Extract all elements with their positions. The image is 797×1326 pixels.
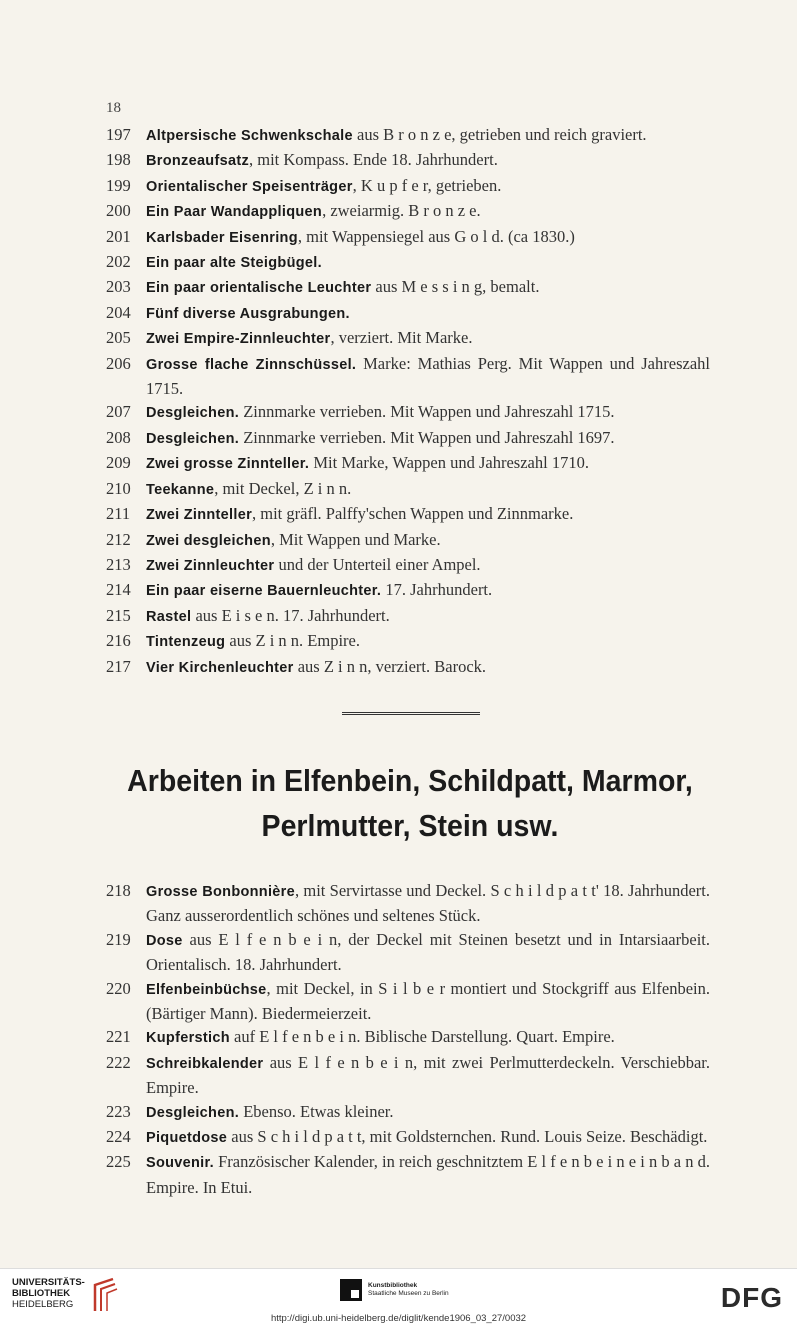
entry-number: 224 [106,1127,131,1147]
entry-text: , verziert. Mit Marke. [330,328,473,348]
entry-title: Ein Paar Wandappliquen [146,204,323,221]
list-item [106,502,710,527]
list-item [106,174,710,199]
list-item [106,199,710,224]
entry-text: auf E l f e n b e i n. Biblische Darstellung. Quart. Empire. [229,1027,615,1047]
entry-number: 215 [106,605,131,625]
entry-number: 216 [106,631,131,651]
entry-text: Französischer Kalender, in reich geschnitztem E l f e n b e i n e i n b a n d. Empire. In Etui. [146,1152,710,1197]
uni-logo-line-2: BIBLIOTHEK [12,1288,71,1299]
entry-text: , Mit Wappen und Marke. [270,529,441,549]
entry-text: Marke: Mathias Perg. Mit Wappen und Jahreszahl 1715. [146,353,710,399]
list-item [106,148,710,173]
uni-logo-line-1: UNIVERSITÄTS- [12,1277,85,1288]
entry-number: 223 [106,1101,131,1121]
entry-title: Grosse Bonbonnière [146,884,295,900]
entry-title: Desgleichen. [146,430,240,447]
entry-title: Grosse flache Zinnschüssel. [146,356,357,373]
entry-number: 222 [106,1052,131,1072]
entry-number: 221 [106,1027,131,1047]
list-item [106,604,710,629]
list-item [106,578,710,603]
kunstbibliothek-emblem-icon [340,1279,362,1301]
entry-title: Orientalischer Speisenträger [146,178,353,195]
entry-number: 199 [106,175,131,195]
entry-title: Souvenir. [146,1155,214,1172]
entry-text: , mit Wappensiegel aus G o l d. (ca 1830.) [297,226,575,246]
entry-title: Bronzeaufsatz [146,153,249,170]
viewer-footer [0,1268,797,1326]
entry-number: 200 [106,201,131,221]
list-item [106,977,710,1026]
entry-title: Zwei Empire-Zinnleuchter [146,331,331,348]
entry-title: Schreibkalender [146,1055,264,1072]
list-item [106,928,710,977]
entry-title: Zwei Zinnleuchter [146,557,275,574]
list-item [106,250,710,275]
list-item [106,1025,710,1050]
entry-number: 214 [106,580,131,600]
entry-number: 212 [106,529,131,549]
section-heading-line-2: Perlmutter, Stein usw. [261,808,559,843]
entry-text: Ebenso. Etwas kleiner. [239,1101,394,1121]
page-number: 18 [106,100,121,116]
entry-number: 225 [106,1152,131,1172]
entry-text: Zinnmarke verrieben. Mit Wappen und Jahreszahl 1697. [239,427,615,447]
entry-title: Dose [146,932,183,949]
entry-text: aus Z i n n, verziert. Barock. [293,656,487,676]
entry-number: 207 [106,402,131,422]
heidelberg-library-logo[interactable] [12,1277,119,1313]
entry-title: Karlsbader Eisenring [146,229,298,246]
list-item [106,553,710,578]
entry-text: , zweiarmig. B r o n z e. [322,201,481,221]
entry-number: 218 [106,881,131,900]
entry-text: aus E l f e n b e i n, mit zwei Perlmutterdeckeln. Verschiebbar. Empire. [146,1052,710,1098]
entry-text: aus Z i n n. Empire. [225,631,360,651]
list-item [106,123,710,148]
list-item [106,275,710,300]
entry-text: aus E i s e n. 17. Jahrhundert. [191,605,390,625]
list-item [106,451,710,476]
entry-number: 208 [106,427,131,447]
entry-number: 202 [106,252,131,272]
list-item [106,326,710,351]
entry-title: Fünf diverse Ausgrabungen. [146,305,350,322]
entry-title: Zwei grosse Zinnteller. [146,456,310,473]
entry-text: , K u p f e r, getrieben. [352,175,502,195]
entry-list-section-1 [106,123,710,680]
list-item [106,352,710,401]
dfg-logo[interactable]: DFG [720,1282,783,1313]
entry-number: 197 [106,125,131,144]
entry-text: Zinnmarke verrieben. Mit Wappen und Jahreszahl 1715. [239,402,615,422]
list-item [106,629,710,654]
entry-title: Ein paar alte Steigbügel. [146,255,322,272]
kunstbibliothek-logo[interactable] [340,1279,449,1301]
entry-title: Kupferstich [146,1030,230,1047]
entry-text: aus E l f e n b e i n, der Deckel mit Steinen besetzt und in Intarsiaarbeit. Orientalisch. 18. Jahrhundert. [146,929,710,975]
list-item [106,1150,710,1199]
entry-title: Desgleichen. [146,405,240,422]
section-heading [116,758,705,848]
entry-title: Ein paar orientalische Leuchter [146,280,372,297]
entry-title: Piquetdose [146,1130,228,1147]
entry-text: , mit Servirtasse und Deckel. S c h i l d p a t t' 18. Jahrhundert. Ganz ausserordentlich schönes und seltenes Stück. [146,881,710,926]
list-item [106,528,710,553]
entry-number: 203 [106,277,131,297]
entry-number: 209 [106,453,131,473]
entry-text: , mit gräfl. Palffy'schen Wappen und Zinnmarke. [252,504,574,524]
entry-text: aus B r o n z e, getrieben und reich graviert. [352,125,647,144]
entry-number: 205 [106,328,131,348]
entry-text: , mit Deckel, Z i n n. [214,478,352,498]
entry-text: 17. Jahrhundert. [381,580,493,600]
permalink-url[interactable]: http://digi.ub.uni-heidelberg.de/diglit/kende1906_03_27/0032 [270,1313,527,1324]
entry-number: 220 [106,978,131,998]
entry-text: und der Unterteil einer Ampel. [274,554,481,574]
entry-title: Zwei Zinnteller [146,507,253,524]
list-item [106,1100,710,1125]
list-item [106,400,710,425]
list-item [106,301,710,326]
entry-text: aus M e s s i n g, bemalt. [371,277,540,297]
entry-title: Zwei desgleichen [146,532,271,549]
list-item [106,225,710,250]
library-emblem-icon [91,1277,119,1313]
entry-number: 217 [106,656,131,676]
list-item [106,426,710,451]
kb-logo-line-2: Staatliche Museen zu Berlin [368,1290,449,1297]
kb-logo-line-1: Kunstbibliothek [368,1282,418,1289]
entry-text: , mit Deckel, in S i l b e r montiert und Stockgriff aus Elfenbein. (Bärtiger Mann). Biedermeierzeit. [146,978,710,1024]
entry-number: 198 [106,150,131,170]
entry-number: 211 [106,504,131,524]
list-item [106,1125,710,1150]
entry-title: Tintenzeug [146,634,226,651]
entry-number: 204 [106,302,131,322]
entry-number: 213 [106,554,131,574]
entry-title: Elfenbeinbüchse [146,981,267,998]
entry-number: 201 [106,226,131,246]
entry-title: Desgleichen. [146,1104,240,1121]
entry-text: Mit Marke, Wappen und Jahreszahl 1710. [309,453,589,473]
section-divider [342,712,480,715]
entry-number: 210 [106,478,131,498]
list-item [106,879,710,928]
entry-number: 219 [106,929,131,949]
uni-logo-line-3: HEIDELBERG [12,1299,74,1310]
entry-title: Teekanne [146,481,215,498]
entry-number: 206 [106,353,131,373]
list-item [106,477,710,502]
entry-text: , mit Kompass. Ende 18. Jahrhundert. [249,150,498,170]
list-item [106,1051,710,1100]
entry-title: Altpersische Schwenkschale [146,128,353,144]
entry-title: Ein paar eiserne Bauernleuchter. [146,583,382,600]
entry-list-section-2 [106,879,710,1199]
entry-text: aus S c h i l d p a t t, mit Goldsternchen. Rund. Louis Seize. Beschädigt. [227,1127,708,1147]
list-item [106,655,710,680]
section-heading-line-1: Arbeiten in Elfenbein, Schildpatt, Marmor, [127,763,693,798]
entry-title: Rastel [146,608,192,625]
entry-title: Vier Kirchenleuchter [146,659,294,676]
